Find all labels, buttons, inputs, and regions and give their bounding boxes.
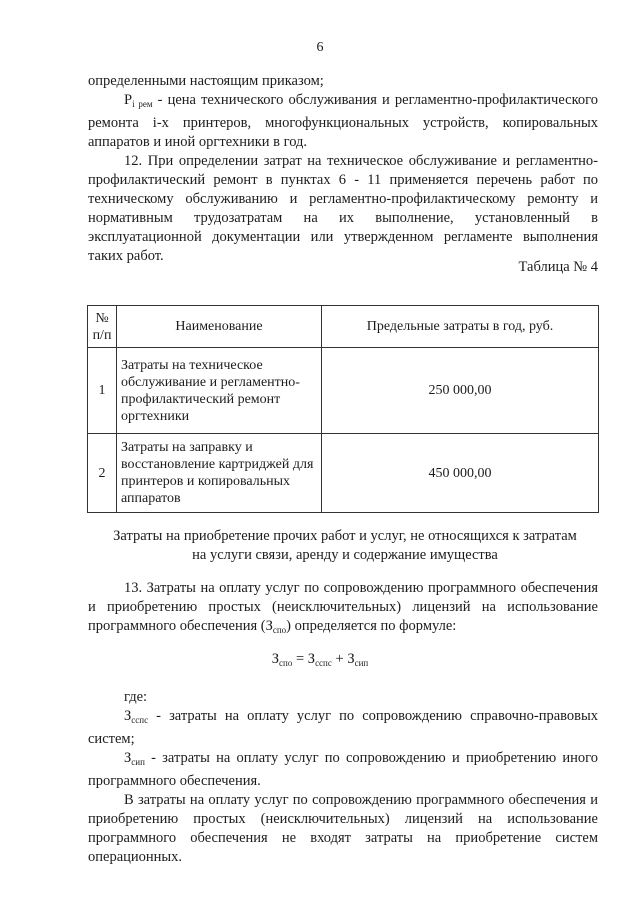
paragraph-12: 12. При определении затрат на техническое обслуживание и регламентно-профилактический ремонт в пунктах 6 - 11 применяется перечень работ по техническому обслуживанию и регламентно-профилактическому ремонту и нормативным трудозатратам на их выполнение, установленный в эксплуатационной документации или утвержденном регламенте выполнения таких работ. [88, 153, 598, 264]
header-num: № п/п [88, 306, 117, 348]
table-row [88, 348, 599, 434]
table-row [88, 434, 599, 513]
paragraph-13: 13. Затраты на оплату услуг по сопровождению программного обеспечения и приобретению простых (неисключительных) лицензий на использование программного обеспечения $(З_{спо})$ определяется по формуле: [88, 580, 598, 635]
row-num: 2 [88, 434, 117, 513]
row-name: Затраты на техническое обслуживание и регламентно-профилактический ремонт оргтехники [117, 348, 322, 434]
price-definition: $P_{i рем}$ - цена технического обслуживания и регламентно-профилактического ремонта i-х принтеров, многофункциональных устройств, копировальных аппаратов и иной оргтехники в год. [88, 92, 598, 150]
table-header-row [88, 306, 599, 348]
intro-line: определенными настоящим приказом; [88, 73, 324, 89]
formula: $З_{спо} = З_{сспс} + З_{сип}$ [271, 651, 369, 668]
cost-table [87, 305, 599, 513]
definition-sspc: $З_{сспс}$ - затраты на оплату услуг по сопровождению справочно-правовых систем; [88, 708, 598, 747]
row-name: Затраты на заправку и восстановление картриджей для принтеров и копировальных аппаратов [117, 434, 322, 513]
row-value: 250 000,00 [322, 348, 599, 434]
definitions-block [88, 688, 598, 867]
where-label: где: [124, 689, 148, 705]
table-caption: Таблица № 4 [518, 259, 598, 275]
page-number: 6 [316, 40, 324, 55]
header-name: Наименование [117, 306, 322, 348]
definition-sip: $З_{сип}$ - затраты на оплату услуг по сопровождению и приобретению иного программного обеспечения. [88, 750, 598, 789]
section-heading: Затраты на приобретение прочих работ и услуг, не относящихся к затратам на услуги связи, аренду и содержание имущества [113, 528, 577, 563]
header-cost: Предельные затраты в год, руб. [322, 306, 599, 348]
row-value: 450 000,00 [322, 434, 599, 513]
row-num: 1 [88, 348, 117, 434]
final-paragraph: В затраты на оплату услуг по сопровождению программного обеспечения и приобретению простых (неисключительных) лицензий на использование программного обеспечения не входят затраты на приобретение систем операционных. [88, 792, 598, 865]
intro-block [88, 72, 598, 266]
